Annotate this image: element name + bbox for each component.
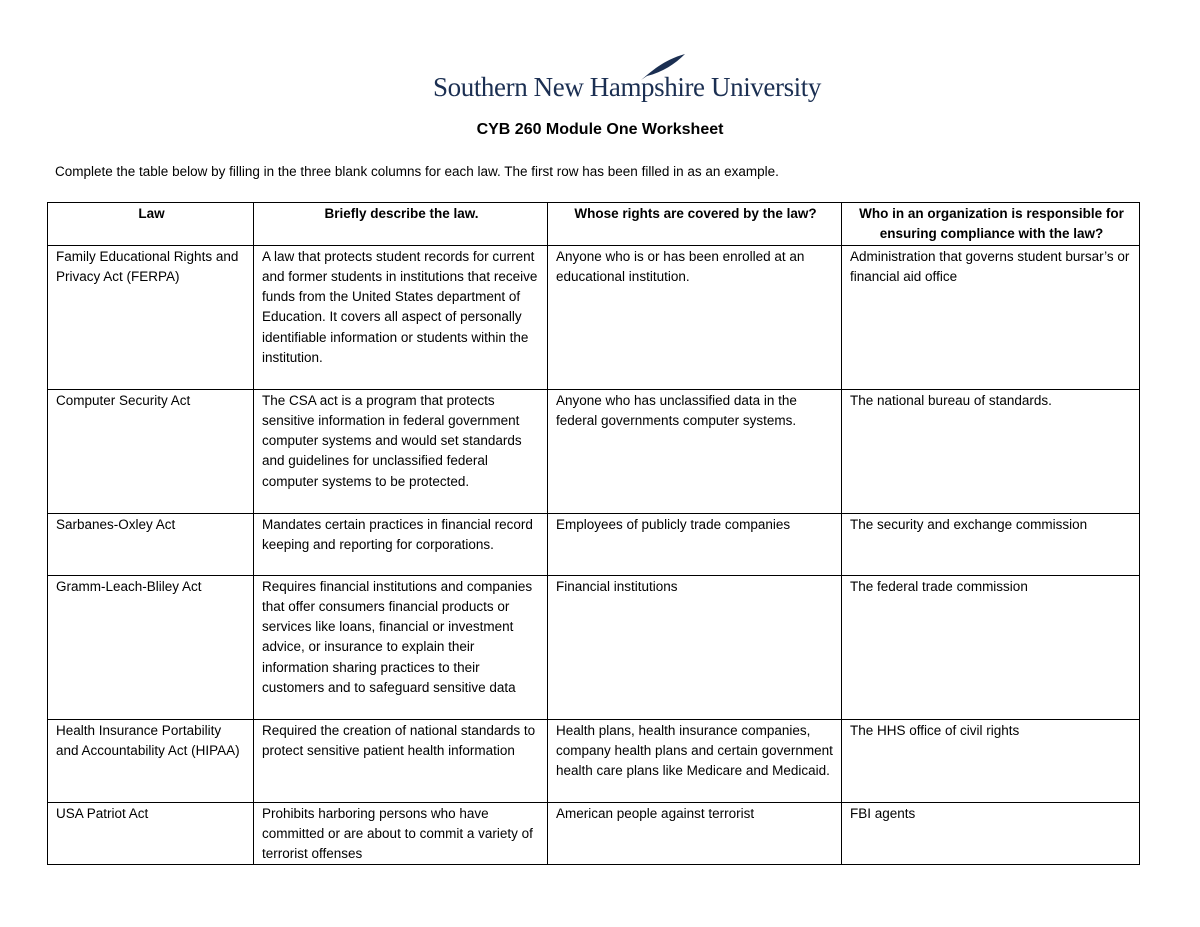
responsible-party-cell: Administration that governs student bursar’s or financial aid office — [842, 245, 1140, 389]
rights-covered-cell: American people against terrorist — [548, 802, 842, 865]
law-name-cell: Health Insurance Portability and Accountability Act (HIPAA) — [48, 719, 254, 802]
rights-covered-cell: Financial institutions — [548, 575, 842, 719]
table-row — [48, 245, 1140, 389]
law-name-cell: Gramm-Leach-Bliley Act — [48, 575, 254, 719]
responsible-party-cell: FBI agents — [842, 802, 1140, 865]
table-row — [48, 719, 1140, 802]
page-title: CYB 260 Module One Worksheet — [476, 121, 724, 138]
rights-covered-cell: Employees of publicly trade companies — [548, 513, 842, 575]
table-row — [48, 389, 1140, 513]
law-description-cell: Requires financial institutions and companies that offer consumers financial products or services like loans, financial or investment advice, or insurance to explain their information sharing practices to their customers and to safeguard sensitive data — [254, 575, 548, 719]
responsible-party-cell: The security and exchange commission — [842, 513, 1140, 575]
rights-covered-cell: Health plans, health insurance companies, company health plans and certain government health care plans like Medicare and Medicaid. — [548, 719, 842, 802]
university-name: Southern New Hampshire University — [433, 72, 821, 102]
responsible-party-cell: The federal trade commission — [842, 575, 1140, 719]
rights-covered-cell: Anyone who is or has been enrolled at an educational institution. — [548, 245, 842, 389]
law-description-cell: Required the creation of national standards to protect sensitive patient health information — [254, 719, 548, 802]
law-name-cell: Family Educational Rights and Privacy Act (FERPA) — [48, 245, 254, 389]
laws-table — [47, 202, 1140, 865]
law-name-cell: Sarbanes-Oxley Act — [48, 513, 254, 575]
law-name-cell: Computer Security Act — [48, 389, 254, 513]
law-description-cell: The CSA act is a program that protects sensitive information in federal government computer systems and would set standards and guidelines for unclassified federal computer systems to be protected. — [254, 389, 548, 513]
law-description-cell: A law that protects student records for current and former students in institutions that receive funds from the United States department of Education. It covers all aspect of personally identifiable information or students within the institution. — [254, 245, 548, 389]
table-row — [48, 802, 1140, 865]
table-row — [48, 575, 1140, 719]
law-description-cell: Mandates certain practices in financial record keeping and reporting for corporations. — [254, 513, 548, 575]
column-header-rights: Whose rights are covered by the law? — [548, 203, 842, 246]
responsible-party-cell: The national bureau of standards. — [842, 389, 1140, 513]
column-header-law: Law — [48, 203, 254, 246]
law-description-cell: Prohibits harboring persons who have committed or are about to commit a variety of terrorist offenses — [254, 802, 548, 865]
university-logo — [433, 52, 821, 104]
column-header-responsible: Who in an organization is responsible for ensuring compliance with the law? — [842, 203, 1140, 246]
instructions-text: Complete the table below by filling in the three blank columns for each law. The first row has been filled in as an example. — [55, 164, 779, 179]
column-header-description: Briefly describe the law. — [254, 203, 548, 246]
responsible-party-cell: The HHS office of civil rights — [842, 719, 1140, 802]
table-row — [48, 513, 1140, 575]
rights-covered-cell: Anyone who has unclassified data in the federal governments computer systems. — [548, 389, 842, 513]
table-header-row — [48, 203, 1140, 246]
law-name-cell: USA Patriot Act — [48, 802, 254, 865]
